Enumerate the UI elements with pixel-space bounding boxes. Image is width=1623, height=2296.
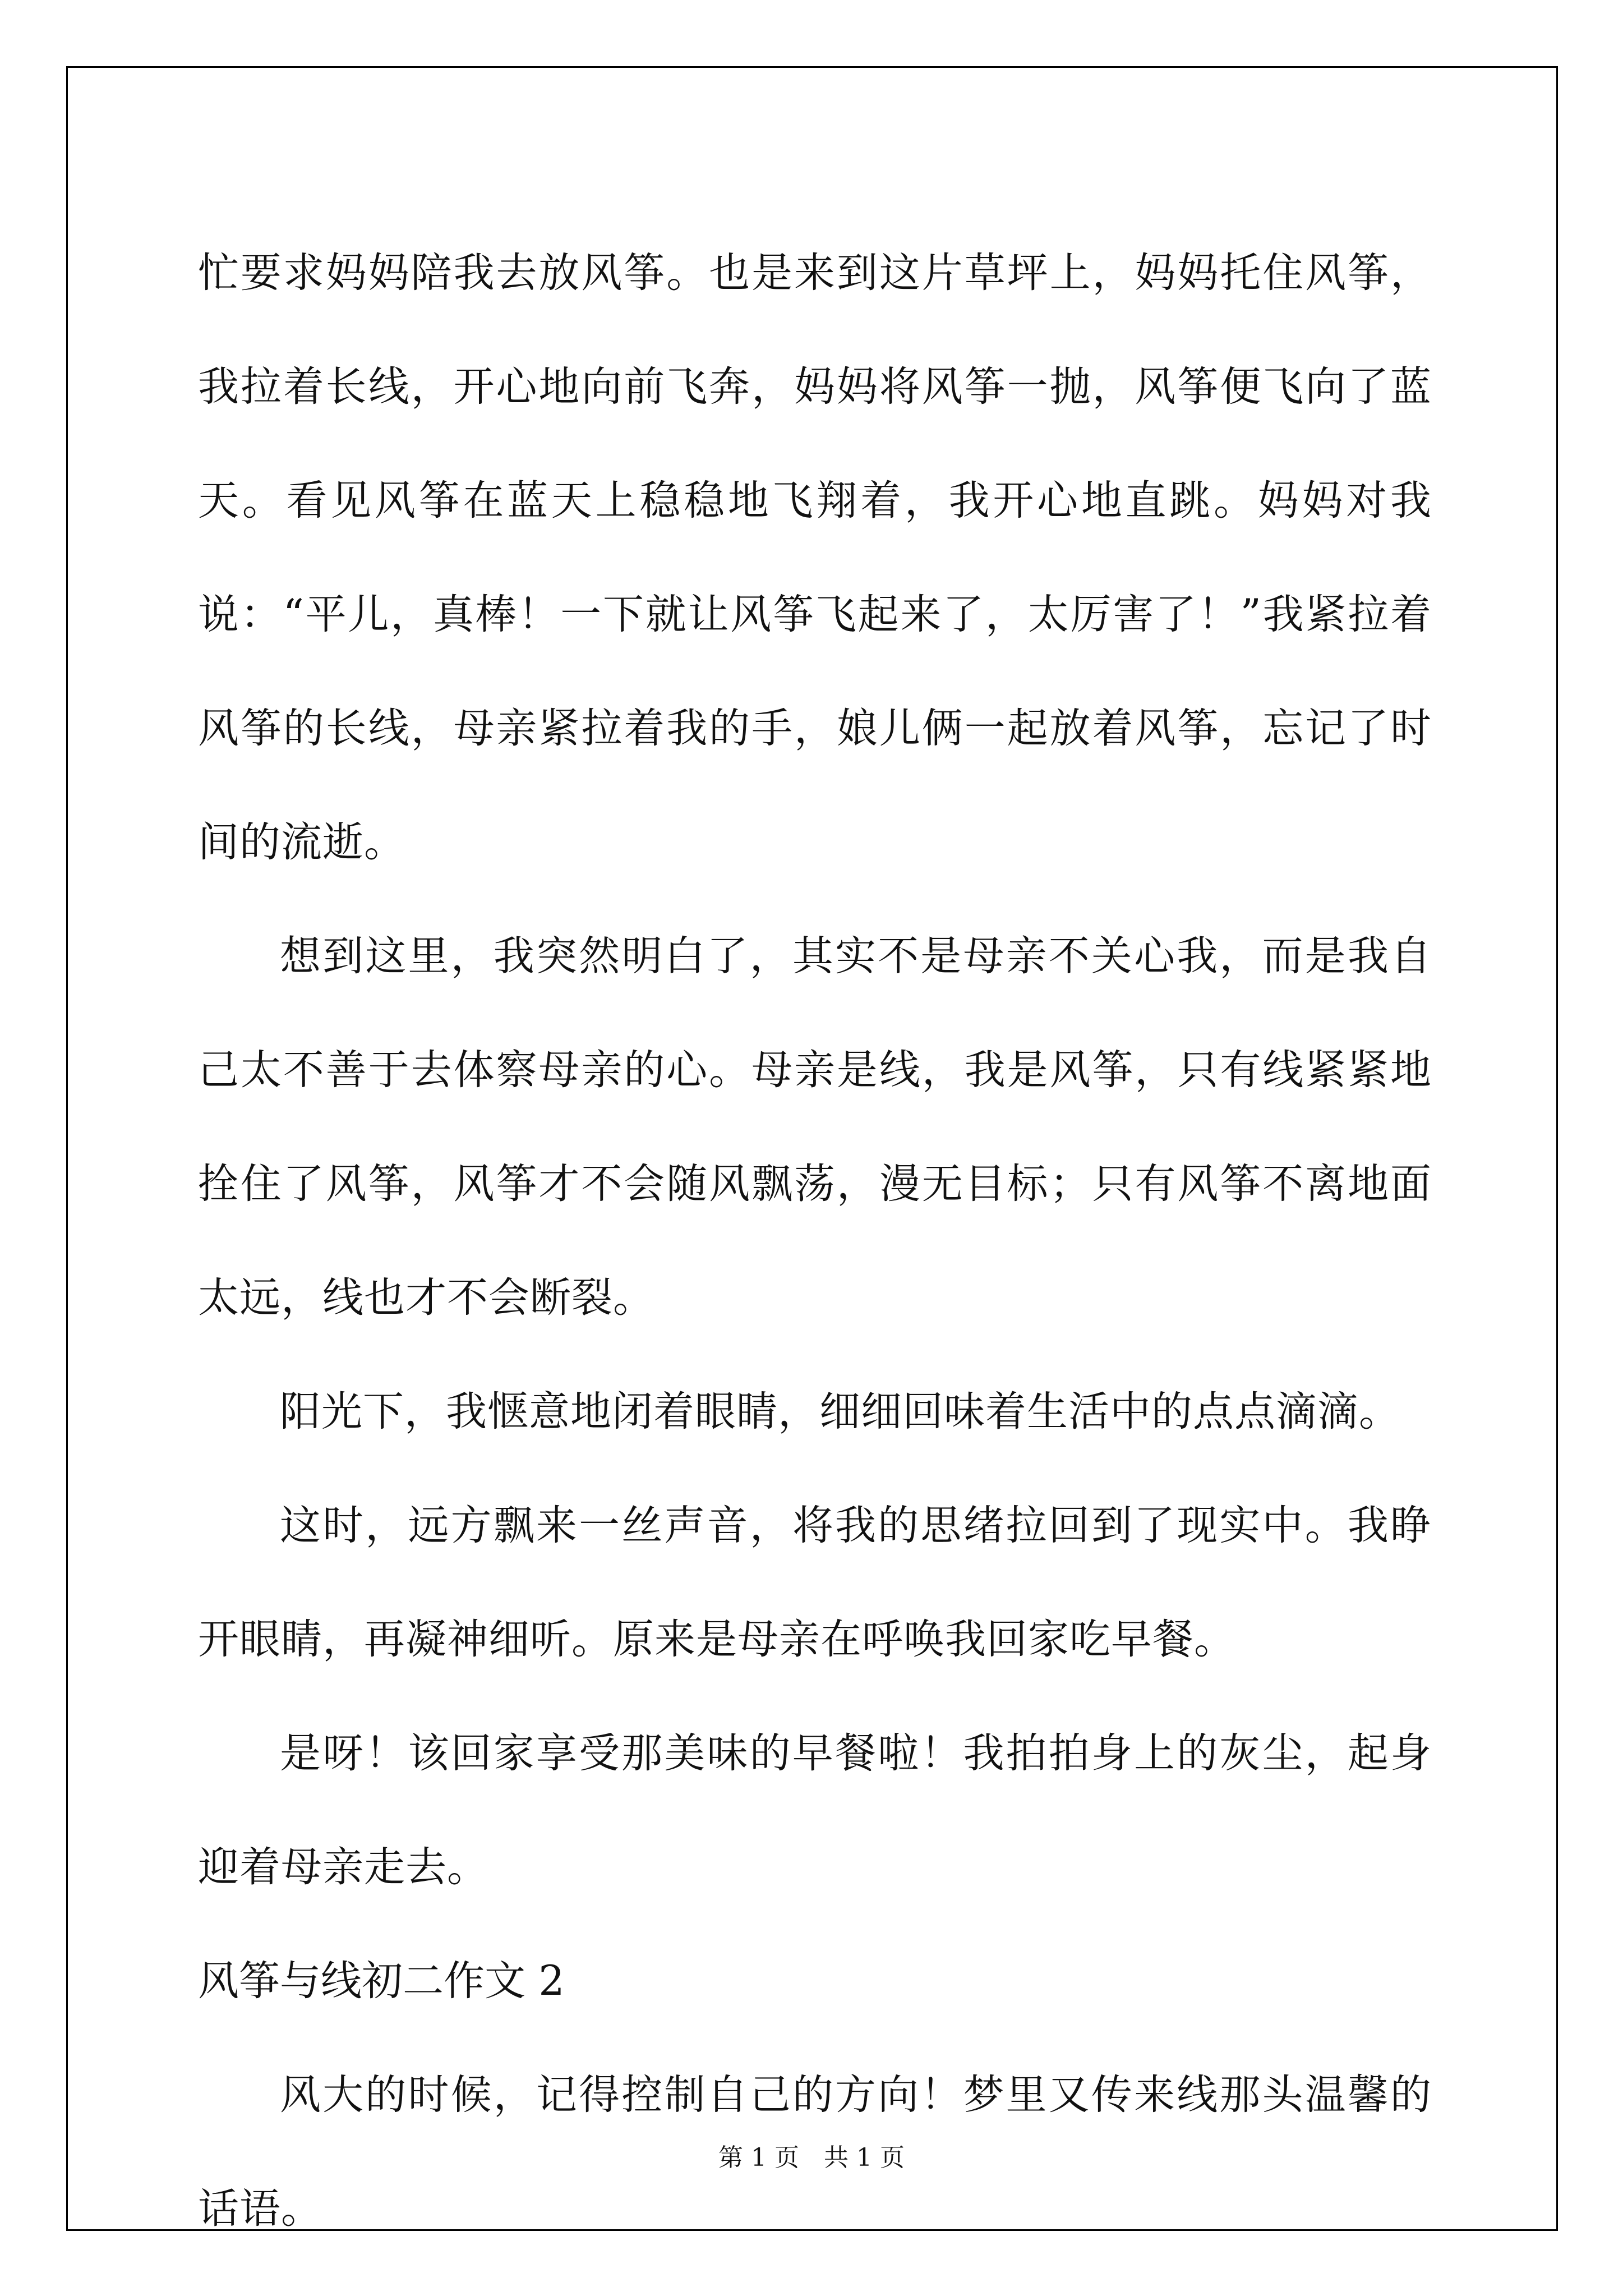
paragraph-2: 想到这里，我突然明白了，其实不是母亲不关心我，而是我自己太不善于去体察母亲的心。母亲是线，我是风筝，只有线紧紧地拴住了风筝，风筝才不会随风飘荡，漫无目标；只有风筝不离地面太远，线也才不会断裂。 xyxy=(198,932,1432,1322)
section-heading: 风筝与线初二作文 2 xyxy=(198,1957,565,2005)
paragraph-3: 阳光下，我惬意地闭着眼睛，细细回味着生活中的点点滴滴。 xyxy=(280,1388,1400,1435)
paragraph-5: 是呀！该回家享受那美味的早餐啦！我拍拍身上的灰尘，起身迎着母亲走去。 xyxy=(198,1729,1432,1891)
paragraph-4: 这时，远方飘来一丝声音，将我的思绪拉回到了现实中。我睁开眼睛，再凝神细听。原来是母亲在呼唤我回家吃早餐。 xyxy=(198,1502,1432,1663)
paragraph-6: 风大的时候，记得控制自己的方向！梦里又传来线那头温馨的话语。 xyxy=(198,2071,1432,2233)
paragraph-1: 忙要求妈妈陪我去放风筝。也是来到这片草坪上，妈妈托住风筝，我拉着长线，开心地向前飞奔，妈妈将风筝一抛，风筝便飞向了蓝天。看见风筝在蓝天上稳稳地飞翔着，我开心地直跳。妈妈对我说：“平儿，真棒！一下就让风筝飞起来了，太厉害了！”我紧拉着风筝的长线，母亲紧拉着我的手，娘儿俩一起放着风筝，忘记了时间的流逝。 xyxy=(198,249,1432,866)
document-body xyxy=(198,216,1432,2266)
page-footer: 第 1 页 共 1 页 xyxy=(718,2143,905,2172)
